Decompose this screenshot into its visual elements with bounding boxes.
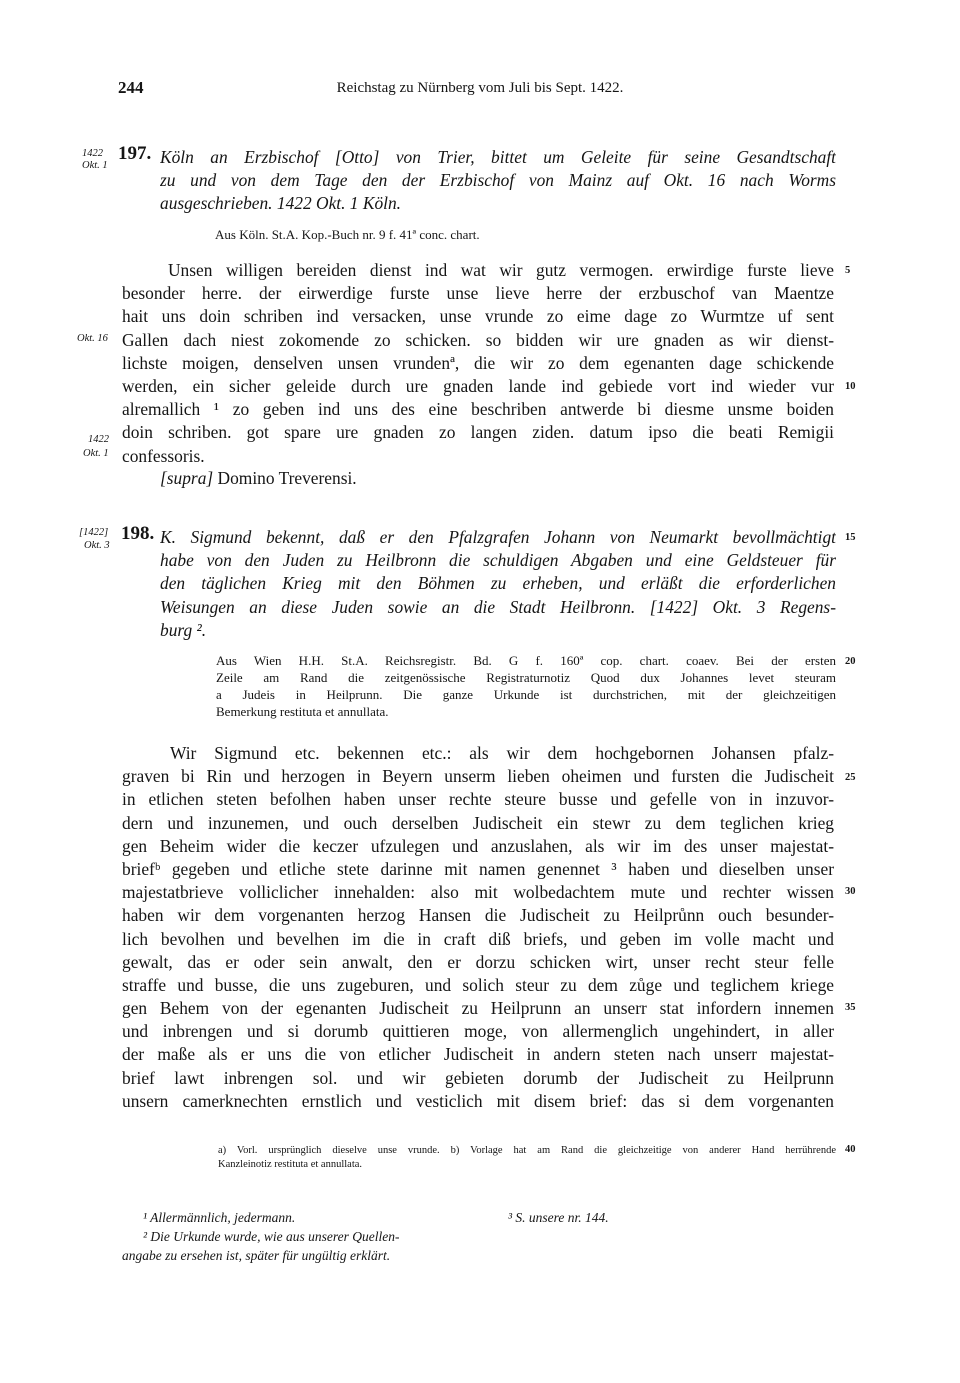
regest-line: Weisungen an diese Juden sowie an die Stadt Heilbronn. [1422] Okt. 3 Regens- — [160, 596, 836, 617]
line-number: 30 — [845, 886, 856, 897]
source-note-198 — [216, 652, 836, 720]
body-line: unsern camerknechten ernstlich und vesticlich mit disem brief: das si dem vorgenanten — [122, 1090, 834, 1111]
regest-line: Köln an Erzbischof [Otto] von Trier, bittet um Geleite für seine Gesandtschaft — [160, 147, 836, 167]
line-number: 25 — [845, 772, 856, 783]
footnote-1: ¹ Allermännlich, jedermann. — [143, 1210, 296, 1225]
text-body-198 — [122, 742, 834, 1113]
regest-line: burg ². — [160, 619, 207, 640]
body-line: confessoris. — [122, 445, 205, 466]
entry-number-198: 198. — [121, 523, 155, 544]
body-line: lichste moigen, denselven unsen vrundenª, die wir zo dem egenanten dage schickende — [122, 352, 834, 373]
body-line: dern und inzunemen, und ouch derselben Judischeit ein stewr zu dem teglichen krieg — [122, 812, 834, 833]
body-line: Wir Sigmund etc. bekennen etc.: als wir dem hochgebornen Johansen pfalz- — [170, 743, 834, 763]
margin-date-198: Okt. 3 — [84, 540, 110, 551]
text-body-197 — [122, 259, 834, 468]
line-number: 40 — [845, 1144, 856, 1155]
body-line: straffe und busse, die uns zugeburen, und solich steur zu dem zůge und teglichem kriege — [122, 974, 834, 995]
source-line: Aus Wien H.H. St.A. Reichsregistr. Bd. G f. 160ª cop. chart. coaev. Bei der ersten — [216, 653, 836, 668]
body-line: alremallich ¹ zo geben ind uns des eine beschriben antwerde bi diesme unsme boiden — [122, 399, 834, 420]
source-line: a Judeis in Heilprunn. Die ganze Urkunde ist durchstrichen, mit der gleichzeitigen — [216, 687, 836, 702]
body-line: hait uns doin schriben ind versacken, unse vrunde zo eime dage zo Wurmtze uf sent — [122, 306, 834, 327]
body-line: und inbrengen und si dorumb quittieren moge, von allermenglich ungehindert, in aller — [122, 1021, 834, 1042]
regest-line: zu und von dem Tage den der Erzbischof von Mainz auf Okt. 16 nach Worms — [160, 170, 836, 191]
source-note-197: Aus Köln. St.A. Kop.-Buch nr. 9 f. 41ª conc. chart. — [215, 227, 480, 242]
body-line: graven bi Rin und herzogen in Beyern unserm lieben oheimen und fursten die Judischeit — [122, 766, 834, 787]
address-text: Domino Treverensi. — [217, 468, 357, 488]
source-line: Bemerkung restituta et annullata. — [216, 704, 389, 719]
body-line: werden, ein sicher geleide durch ure gnaden lande ind gebiede vort ind wieder vur — [122, 375, 834, 396]
body-line: besonder herre. der eirwerdige furste unse lieve herre der erzbuschof van Maentze — [122, 283, 834, 304]
line-number: 5 — [845, 265, 851, 276]
line-number: 15 — [845, 532, 856, 543]
body-line: haben wir dem vorgenanten herzog Hansen die Judischeit zu Heilprůnn ouch besunder- — [122, 905, 834, 926]
regest-197 — [160, 146, 836, 216]
body-line: briefᵇ gegeben und etliche stete darinne mit namen genennet ³ haben und dieselben unser — [122, 858, 834, 879]
body-line: Gallen dach niest zokomende zo schicken. so bidden wir ure gnaden as wir dienst- — [122, 329, 834, 350]
body-line: in etlichen steten befolhen haben unser rechte steure busse und gefelle von in inzuvor- — [122, 789, 834, 810]
margin-date-197: Okt. 1 — [82, 160, 108, 171]
line-number: 10 — [845, 381, 856, 392]
body-line: brief lawt inbrengen sol. und wir gebieten dorumb der Judischeit zu Heilprunn — [122, 1067, 834, 1088]
entry-number-197: 197. — [118, 143, 152, 164]
regest-line: den täglichen Krieg mit den Böhmen zu erheben, und erläßt die erforderlichen — [160, 573, 836, 594]
margin-year-197: 1422 — [82, 148, 103, 159]
line-number: 35 — [845, 1002, 856, 1013]
body-line: gen Beheim wider die keczer ufzulegen und anzuslahen, als wir im des unser majestat- — [122, 835, 834, 856]
regest-line: K. Sigmund bekennt, daß er den Pfalzgrafen Johann von Neumarkt bevollmächtigt — [160, 527, 836, 547]
line-number: 20 — [845, 656, 856, 667]
body-line: gewalt, das er oder sein anwalt, den er dorzu schicken wirt, unser recht steur felle — [122, 951, 834, 972]
margin-date-197b: Okt. 1 — [83, 448, 109, 459]
body-line: lich bevolhen und bevelhen im die in craft diß briefs, und geben im volle macht und — [122, 928, 834, 949]
body-line: Unsen willigen bereiden dienst ind wat wir gutz vermogen. erwirdige furste lieve — [168, 260, 834, 280]
source-line: Zeile am Rand die zeitgenössische Registraturnotiz Quod dux Johannes levet steuram — [216, 670, 836, 685]
footnote-2: ² Die Urkunde wurde, wie aus unserer Quellen- — [143, 1229, 400, 1244]
critical-note-line: Kanzleinotiz restituta et annullata. — [218, 1159, 363, 1170]
body-line: gen Behem von der egenanten Judischeit zu Heilprunn an unserr stat infordern innemen — [122, 998, 834, 1019]
running-title: Reichstag zu Nürnberg vom Juli bis Sept. 1422. — [336, 80, 624, 96]
regest-line: ausgeschrieben. 1422 Okt. 1 Köln. — [160, 193, 402, 214]
regest-line: habe von den Juden zu Heilbronn die schuldigen Abgaben und eine Geldsteuer für — [160, 550, 836, 571]
address-prefix: [supra] — [160, 468, 214, 488]
margin-year-197b: 1422 — [88, 434, 109, 445]
regest-198 — [160, 526, 836, 642]
address-197 — [160, 468, 357, 489]
footnote-3: ³ S. unsere nr. 144. — [508, 1210, 609, 1225]
footnote-2-cont: angabe zu ersehen ist, später für ungültig erklärt. — [122, 1248, 391, 1263]
critical-note-line: a) Vorl. ursprünglich dieselve unse vrunde. b) Vorlage hat am Rand die gleichzeitige von anderer Hand herrührende — [218, 1145, 836, 1156]
body-line: doin schriben. got spare ure gnaden zo langen ziden. datum ipso die beati Remigii — [122, 422, 834, 443]
margin-okt16: Okt. 16 — [77, 333, 108, 344]
critical-notes — [218, 1144, 836, 1172]
body-line: majestatbrieve volliclicher innehalden: also mit wolbedachtem mute und rechter wissen — [122, 882, 834, 903]
page-number: 244 — [118, 78, 144, 97]
margin-year-198: [1422] — [79, 527, 109, 538]
body-line: der maße als er uns die von etlicher Judischeit in andern steten nach unserr majestat- — [122, 1044, 834, 1065]
